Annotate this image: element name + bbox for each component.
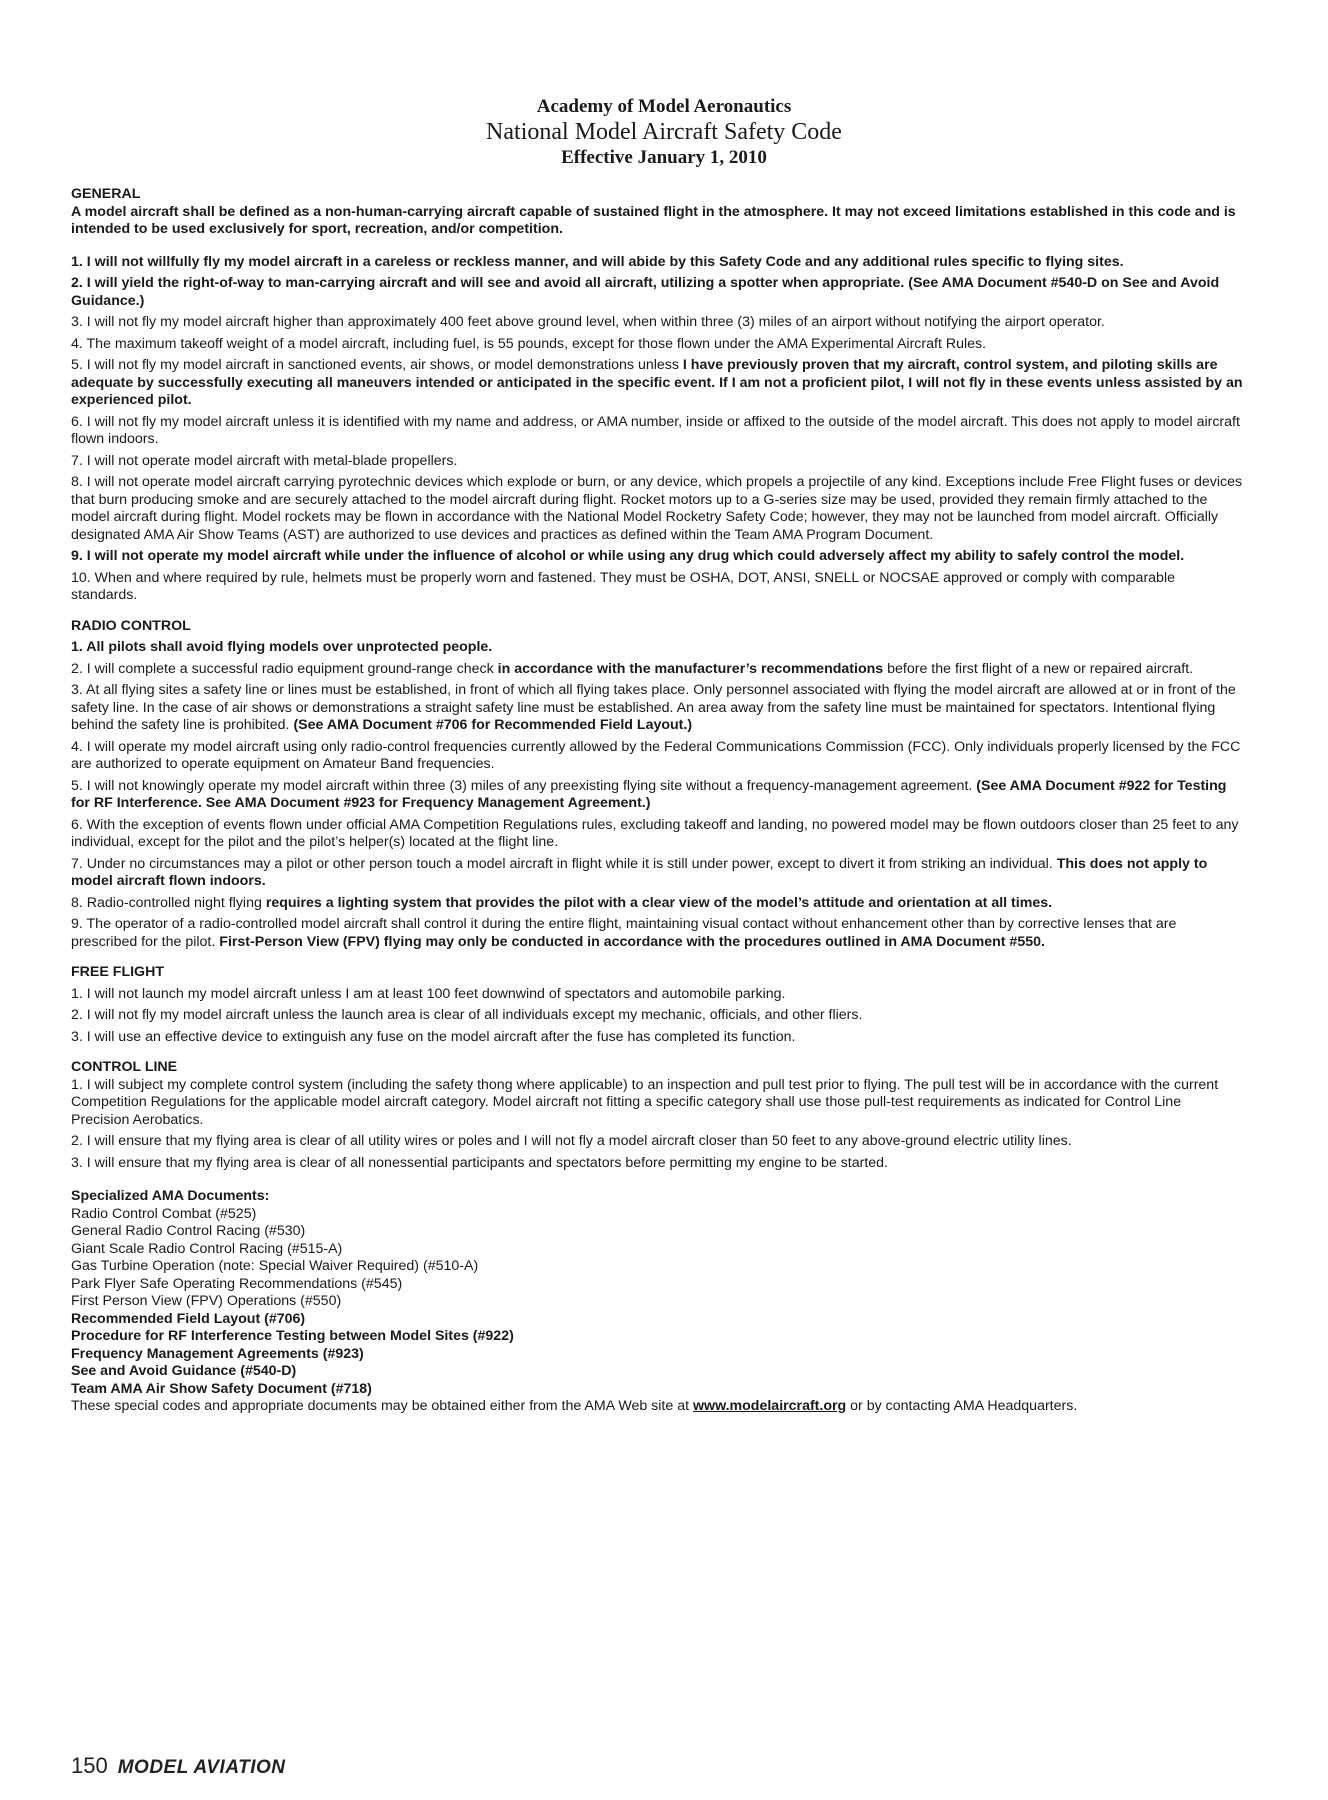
rc-rule-9: [71, 916, 1243, 951]
rc-rule-2: [71, 661, 1243, 679]
free-flight-heading: FREE FLIGHT: [71, 964, 165, 980]
general-rule-5: [71, 357, 1243, 410]
rc-rule-7-emphasis: This does not apply to model aircraft flown indoors.: [71, 855, 1208, 889]
cl-rule-2: 2. I will ensure that my flying area is clear of all utility wires or poles and I will not fly a model aircraft closer than 50 feet to any above-ground electric utility lines.: [71, 1133, 1072, 1149]
rc-rule-5-emphasis: (See AMA Document #922 for Testing for RF Interference. See AMA Document #923 for Frequency Management Agreement.): [71, 777, 1227, 811]
general-rule-1: 1. I will not willfully fly my model aircraft in a careless or reckless manner, and will abide by this Safety Code and any additional rules specific to flying sites.: [71, 253, 1124, 270]
general-rule-4: 4. The maximum takeoff weight of a model aircraft, including fuel, is 55 pounds, except for those flown under the AMA Experimental Aircraft Rules.: [71, 335, 987, 352]
ama-website-link[interactable]: www.modelaircraft.org: [693, 1398, 847, 1414]
documents-closing: [71, 1398, 1243, 1416]
ff-rule-3: 3. I will use an effective device to extinguish any fuse on the model aircraft after the fuse has completed its function.: [71, 1028, 796, 1045]
general-rule-2: 2. I will yield the right-of-way to man-carrying aircraft and will see and avoid all aircraft, utilizing a spotter when appropriate. (See AMA Document #540-D on See and Avoid Guidance.): [71, 275, 1220, 309]
document-item: Gas Turbine Operation (note: Special Waiver Required) (#510-A): [71, 1258, 479, 1274]
rc-rule-6: 6. With the exception of events flown under official AMA Competition Regulations rules, excluding takeoff and landing, no powered model may be flown outdoors closer than 25 feet to any individual, except for the pilot and the pilot’s helper(s) located at the flight line.: [71, 816, 1239, 850]
document-item: Radio Control Combat (#525): [71, 1205, 257, 1222]
rc-rule-9-text: 9. The operator of a radio-controlled model aircraft shall control it during the entire flight, maintaining visual contact without enhancement other than by corrective lenses that are prescribed for the pilot.: [71, 916, 1177, 950]
rc-rule-3-text: 3. At all flying sites a safety line or lines must be established, in front of which all flying takes place. Only personnel associated with flying the model aircraft are allowed at or in front of the safety line. In the case of air shows or demonstrations a straight safety line must be established. An area away from the safety line must be maintained for spectators. Intentional flying behind the safety line is prohibited.: [71, 682, 1236, 733]
rc-rule-8-emphasis: requires a lighting system that provides the pilot with a clear view of the model’s attitude and orientation at all times.: [265, 894, 1053, 911]
rc-rule-2-emphasis: in accordance with the manufacturer’s recommendations: [497, 660, 884, 677]
cl-rule-3: 3. I will ensure that my flying area is clear of all nonessential participants and spectators before permitting my engine to be started.: [71, 1154, 888, 1171]
cl-rule-1: 1. I will subject my complete control system (including the safety thong where applicable) to an inspection and pull test prior to flying. The pull test will be in accordance with the current Competition Regulations for the applicable model aircraft category. Model aircraft not fitting a specific category shall use those pull-test requirements as indicated for Control Line Precision Aerobatics.: [71, 1076, 1219, 1128]
page-footer: [71, 1753, 286, 1783]
closing-text-end: or by contacting AMA Headquarters.: [850, 1398, 1078, 1414]
ff-rule-1: 1. I will not launch my model aircraft unless I am at least 100 feet downwind of spectators and automobile parking.: [71, 985, 786, 1002]
radio-control-heading: RADIO CONTROL: [71, 617, 191, 634]
document-item: General Radio Control Racing (#530): [71, 1223, 306, 1239]
document-item: Frequency Management Agreements (#923): [71, 1345, 364, 1362]
title-block: [0, 96, 1328, 170]
document-item: Procedure for RF Interference Testing between Model Sites (#922): [71, 1328, 514, 1344]
document-item: Recommended Field Layout (#706): [71, 1310, 306, 1327]
rc-rule-5-text: 5. I will not knowingly operate my model aircraft within three (3) miles of any preexisting flying site without a frequency-management agreement.: [71, 777, 973, 794]
general-rule-5-emphasis: I have previously proven that my aircraft, control system, and piloting skills are adequate by successfully executing all maneuvers intended or anticipated in the specific event. If I am not a proficient pilot, I will not fly in these events unless assisted by an experienced pilot.: [71, 357, 1243, 408]
page-number: 150: [71, 1753, 108, 1778]
closing-text: These special codes and appropriate documents may be obtained either from the AMA Web site at: [71, 1398, 690, 1414]
rc-rule-2-end: before the first flight of a new or repaired aircraft.: [887, 660, 1194, 677]
document-item: Giant Scale Radio Control Racing (#515-A): [71, 1240, 343, 1257]
document-item: First Person View (FPV) Operations (#550): [71, 1293, 342, 1309]
general-intro: A model aircraft shall be defined as a non-human-carrying aircraft capable of sustained flight in the atmosphere. It may not exceed limitations established in this code and is intended to be used exclusively for sport, recreation, and/or competition.: [71, 203, 1236, 237]
rc-rule-8: [71, 895, 1243, 913]
general-rule-6: 6. I will not fly my model aircraft unless it is identified with my name and address, or AMA number, inside or affixed to the outside of the model aircraft. This does not apply to model aircraft flown indoors.: [71, 413, 1240, 447]
rc-rule-9-emphasis: First-Person View (FPV) flying may only be conducted in accordance with the procedures outlined in AMA Document #550.: [219, 933, 1045, 950]
general-rule-8: 8. I will not operate model aircraft carrying pyrotechnic devices which explode or burn, or any device, which propels a projectile of any kind. Exceptions include Free Flight fuses or devices that burn producing smoke and are securely attached to the model aircraft during flight. Rocket motors up to a G-series size may be used, provided they remain firmly attached to the model aircraft during flight. Model rockets may be flown in accordance with the National Model Rocketry Safety Code; however, they may not be launched from model aircraft. Officially designated AMA Air Show Teams (AST) are authorized to use devices and practices as defined within the Team AMA Program Document.: [71, 474, 1243, 543]
rc-rule-2-text: 2. I will complete a successful radio equipment ground-range check: [71, 660, 494, 677]
document-item: Park Flyer Safe Operating Recommendations (#545): [71, 1275, 403, 1292]
general-rule-5-text: 5. I will not fly my model aircraft in sanctioned events, air shows, or model demonstrations unless: [71, 357, 679, 373]
safety-code-body: [71, 186, 1243, 1416]
rc-rule-5: [71, 778, 1243, 813]
document-item: Team AMA Air Show Safety Document (#718): [71, 1380, 372, 1397]
rc-rule-4: 4. I will operate my model aircraft using only radio-control frequencies currently allowed by the Federal Communications Commission (FCC). Only individuals properly licensed by the FCC are authorized to operate equipment on Amateur Band frequencies.: [71, 738, 1241, 772]
general-heading: GENERAL: [71, 186, 141, 202]
document-title: National Model Aircraft Safety Code: [486, 119, 842, 145]
rc-rule-3-emphasis: (See AMA Document #706 for Recommended Field Layout.): [293, 717, 693, 733]
effective-date: Effective January 1, 2010: [561, 147, 767, 168]
general-rule-9: 9. I will not operate my model aircraft while under the influence of alcohol or while using any drug which could adversely affect my ability to safely control the model.: [71, 548, 1185, 564]
document-item: See and Avoid Guidance (#540-D): [71, 1363, 297, 1379]
magazine-logo: MODEL AVIATION: [117, 1757, 286, 1778]
control-line-heading: CONTROL LINE: [71, 1059, 178, 1075]
rc-rule-8-text: 8. Radio-controlled night flying: [71, 894, 262, 911]
specialized-documents: [71, 1188, 1243, 1416]
general-rule-3: 3. I will not fly my model aircraft higher than approximately 400 feet above ground level, when within three (3) miles of an airport without notifying the airport operator.: [71, 314, 1105, 330]
rc-rule-1: 1. All pilots shall avoid flying models over unprotected people.: [71, 639, 493, 655]
documents-heading: Specialized AMA Documents:: [71, 1188, 270, 1204]
ff-rule-2: 2. I will not fly my model aircraft unless the launch area is clear of all individuals except my mechanic, officials, and other fliers.: [71, 1007, 863, 1023]
general-rule-10: 10. When and where required by rule, helmets must be properly worn and fastened. They must be OSHA, DOT, ANSI, SNELL or NOCSAE approved or comply with comparable standards.: [71, 569, 1175, 603]
rc-rule-7: [71, 856, 1243, 891]
org-name: Academy of Model Aeronautics: [536, 96, 792, 117]
general-rule-7: 7. I will not operate model aircraft with metal-blade propellers.: [71, 452, 458, 469]
rc-rule-7-text: 7. Under no circumstances may a pilot or other person touch a model aircraft in flight while it is still under power, except to divert it from striking an individual.: [71, 855, 1053, 872]
rc-rule-3: [71, 682, 1243, 735]
